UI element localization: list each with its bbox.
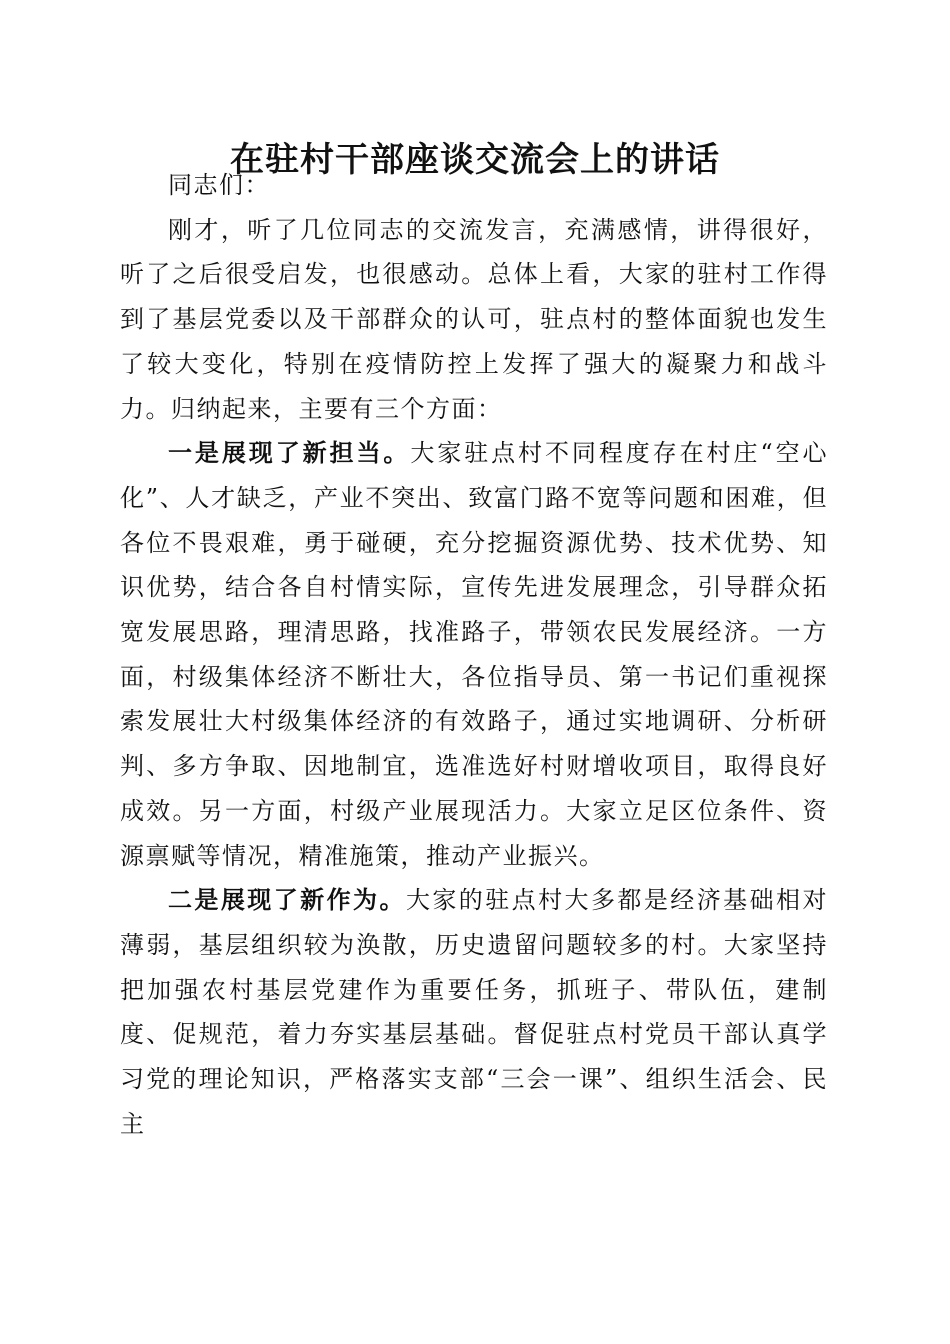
paragraph-intro: [120, 208, 828, 432]
paragraph-text: 大家的驻点村大多都是经济基础相对薄弱，基层组织较为涣散，历史遗留问题较多的村。大家坚持把加强农村基层党建作为重要任务，抓班子、带队伍，建制度、促规范，着力夯实基层基础。督促驻点村党员干部认真学习党的理论知识，严格落实支部“三会一课”、组织生活会、民主: [120, 886, 828, 1138]
paragraph-point-one: [120, 431, 828, 878]
paragraph-point-two: [120, 878, 828, 1146]
document-body: [120, 163, 828, 1146]
paragraph-text: 刚才，听了几位同志的交流发言，充满感情，讲得很好，听了之后很受启发，也很感动。总体上看，大家的驻村工作得到了基层党委以及干部群众的认可，驻点村的整体面貌也发生了较大变化，特别在疫情防控上发挥了强大的凝聚力和战斗力。归纳起来，主要有三个方面：: [120, 215, 828, 423]
paragraph-lead: 一是展现了新担当。: [168, 438, 411, 468]
document-title: 在驻村干部座谈交流会上的讲话: [230, 140, 720, 180]
paragraph-lead: 二是展现了新作为。: [168, 885, 406, 915]
paragraph-text: 大家驻点村不同程度存在村庄“空心化”、人才缺乏，产业不突出、致富门路不宽等问题和困难，但各位不畏艰难，勇于碰硬，充分挖掘资源优势、技术优势、知识优势，结合各自村情实际，宣传先进发展理念，引导群众拓宽发展思路，理清思路，找准路子，带领农民发展经济。一方面，村级集体经济不断壮大，各位指导员、第一书记们重视探索发展壮大村级集体经济的有效路子，通过实地调研、分析研判、多方争取、因地制宜，选准选好村财增收项目，取得良好成效。另一方面，村级产业展现活力。大家立足区位条件、资源禀赋等情况，精准施策，推动产业振兴。: [120, 439, 828, 870]
salutation: 同志们：: [168, 171, 270, 199]
